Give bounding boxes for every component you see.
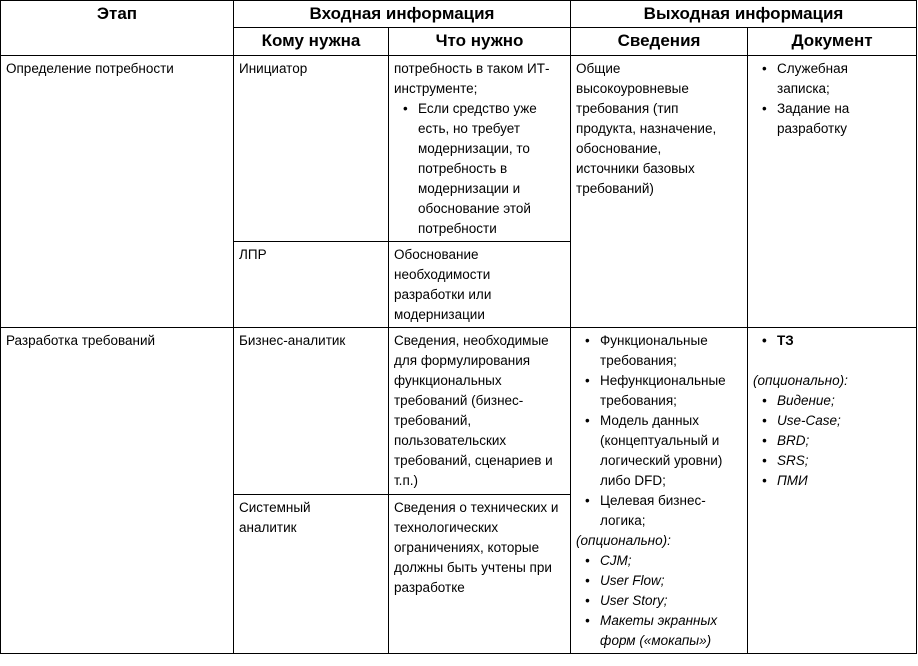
header-output-information: Выходная информация: [571, 1, 917, 28]
bullet-item: [753, 471, 896, 491]
who-cell-business-analyst: Бизнес-аналитик: [234, 328, 389, 495]
spacer-line: [753, 351, 896, 371]
bullet-item: [753, 451, 896, 471]
bullet-item: [753, 99, 896, 139]
bullet-item: [753, 411, 896, 431]
bullet-item: [576, 571, 727, 591]
item-text: Видение;: [777, 393, 835, 408]
bullet-icon: •: [585, 373, 590, 388]
item-text: Функциональные требования;: [600, 333, 708, 368]
bullet-icon: •: [585, 553, 590, 568]
item-text: SRS;: [777, 453, 809, 468]
info-cell-requirements-development: [571, 328, 748, 654]
table-row: [1, 56, 917, 242]
bullet-item: [576, 611, 727, 651]
bullet-icon: •: [762, 473, 767, 488]
item-text: (опционально):: [753, 373, 848, 388]
bullet-icon: •: [585, 573, 590, 588]
item-text: Общие высокоуровневые требования (тип продукта, назначение, обоснование, источники базовых требований): [576, 61, 717, 196]
bullet-icon: •: [585, 593, 590, 608]
text-line: [753, 371, 896, 391]
bullet-item: [753, 59, 896, 99]
header-info: Сведения: [571, 28, 748, 56]
item-text: ПМИ: [777, 473, 808, 488]
bullet-icon: •: [403, 101, 408, 116]
item-text: Обоснование необходимости разработки или модернизации: [394, 247, 492, 322]
item-text: ТЗ: [777, 333, 794, 348]
who-cell-system-analyst: Системный аналитик: [234, 495, 389, 654]
text-line: [394, 331, 562, 491]
item-text: Служебная записка;: [777, 61, 848, 96]
bullet-icon: •: [762, 433, 767, 448]
item-text: BRD;: [777, 433, 810, 448]
table-row: [1, 328, 917, 495]
item-text: User Story;: [600, 593, 668, 608]
text-line: [394, 498, 562, 598]
bullet-item: [576, 551, 727, 571]
text-line: [394, 245, 562, 325]
item-text: (опционально):: [576, 533, 671, 548]
bullet-item: [753, 331, 896, 351]
item-text: Если средство уже есть, но требует модернизации, то потребность в модернизации и обоснование этой потребности: [418, 101, 537, 236]
item-text: Целевая бизнес-логика;: [600, 493, 706, 528]
stage-cell-requirements-development: Разработка требований: [1, 328, 234, 654]
bullet-icon: •: [585, 413, 590, 428]
item-text: Use-Case;: [777, 413, 841, 428]
bullet-icon: •: [762, 453, 767, 468]
header-input-information: Входная информация: [234, 1, 571, 28]
what-cell-lpr: [389, 242, 571, 328]
document-cell-need-definition: [748, 56, 917, 328]
item-text: Модель данных (концептуальный и логический уровни) либо DFD;: [600, 413, 723, 488]
who-cell-lpr: ЛПР: [234, 242, 389, 328]
bullet-item: [753, 431, 896, 451]
item-text: Нефункциональные требования;: [600, 373, 726, 408]
bullet-icon: •: [762, 101, 767, 116]
stage-cell-need-definition: Определение потребности: [1, 56, 234, 328]
who-cell-initiator: Инициатор: [234, 56, 389, 242]
text-line: [576, 531, 727, 551]
text-line: [394, 59, 562, 99]
header-stage: Этап: [1, 1, 234, 56]
item-text: Задание на разработку: [777, 101, 850, 136]
bullet-item: [576, 331, 727, 371]
what-cell-system-analyst: [389, 495, 571, 654]
item-text: User Flow;: [600, 573, 665, 588]
info-cell-need-definition: [571, 56, 748, 328]
what-cell-initiator: [389, 56, 571, 242]
bullet-icon: •: [585, 333, 590, 348]
bullet-item: [576, 491, 727, 531]
document-cell-requirements-development: [748, 328, 917, 654]
bullet-item: [576, 371, 727, 411]
item-text: Сведения, необходимые для формулирования функциональных требований (бизнес-требований, пользовательских требований, сценариев и т.п.): [394, 333, 553, 488]
bullet-item: [394, 99, 562, 239]
header-document: Документ: [748, 28, 917, 56]
item-text: CJM;: [600, 553, 632, 568]
bullet-icon: •: [585, 613, 590, 628]
bullet-icon: •: [762, 61, 767, 76]
item-text: потребность в таком ИТ-инструменте;: [394, 61, 550, 96]
bullet-icon: •: [762, 333, 767, 348]
header-row-groups: [1, 1, 917, 28]
text-line: [576, 59, 727, 199]
bullet-icon: •: [585, 493, 590, 508]
bullet-icon: •: [762, 393, 767, 408]
item-text: Макеты экранных форм («мокапы»): [600, 613, 718, 648]
item-text: Сведения о технических и технологических ограничениях, которые должны быть учтены при разработке: [394, 500, 559, 596]
bullet-item: [753, 391, 896, 411]
header-what-needed: Что нужно: [389, 28, 571, 56]
bullet-item: [576, 411, 727, 491]
header-who-needs: Кому нужна: [234, 28, 389, 56]
bullet-icon: •: [762, 413, 767, 428]
what-cell-business-analyst: [389, 328, 571, 495]
bullet-item: [576, 591, 727, 611]
